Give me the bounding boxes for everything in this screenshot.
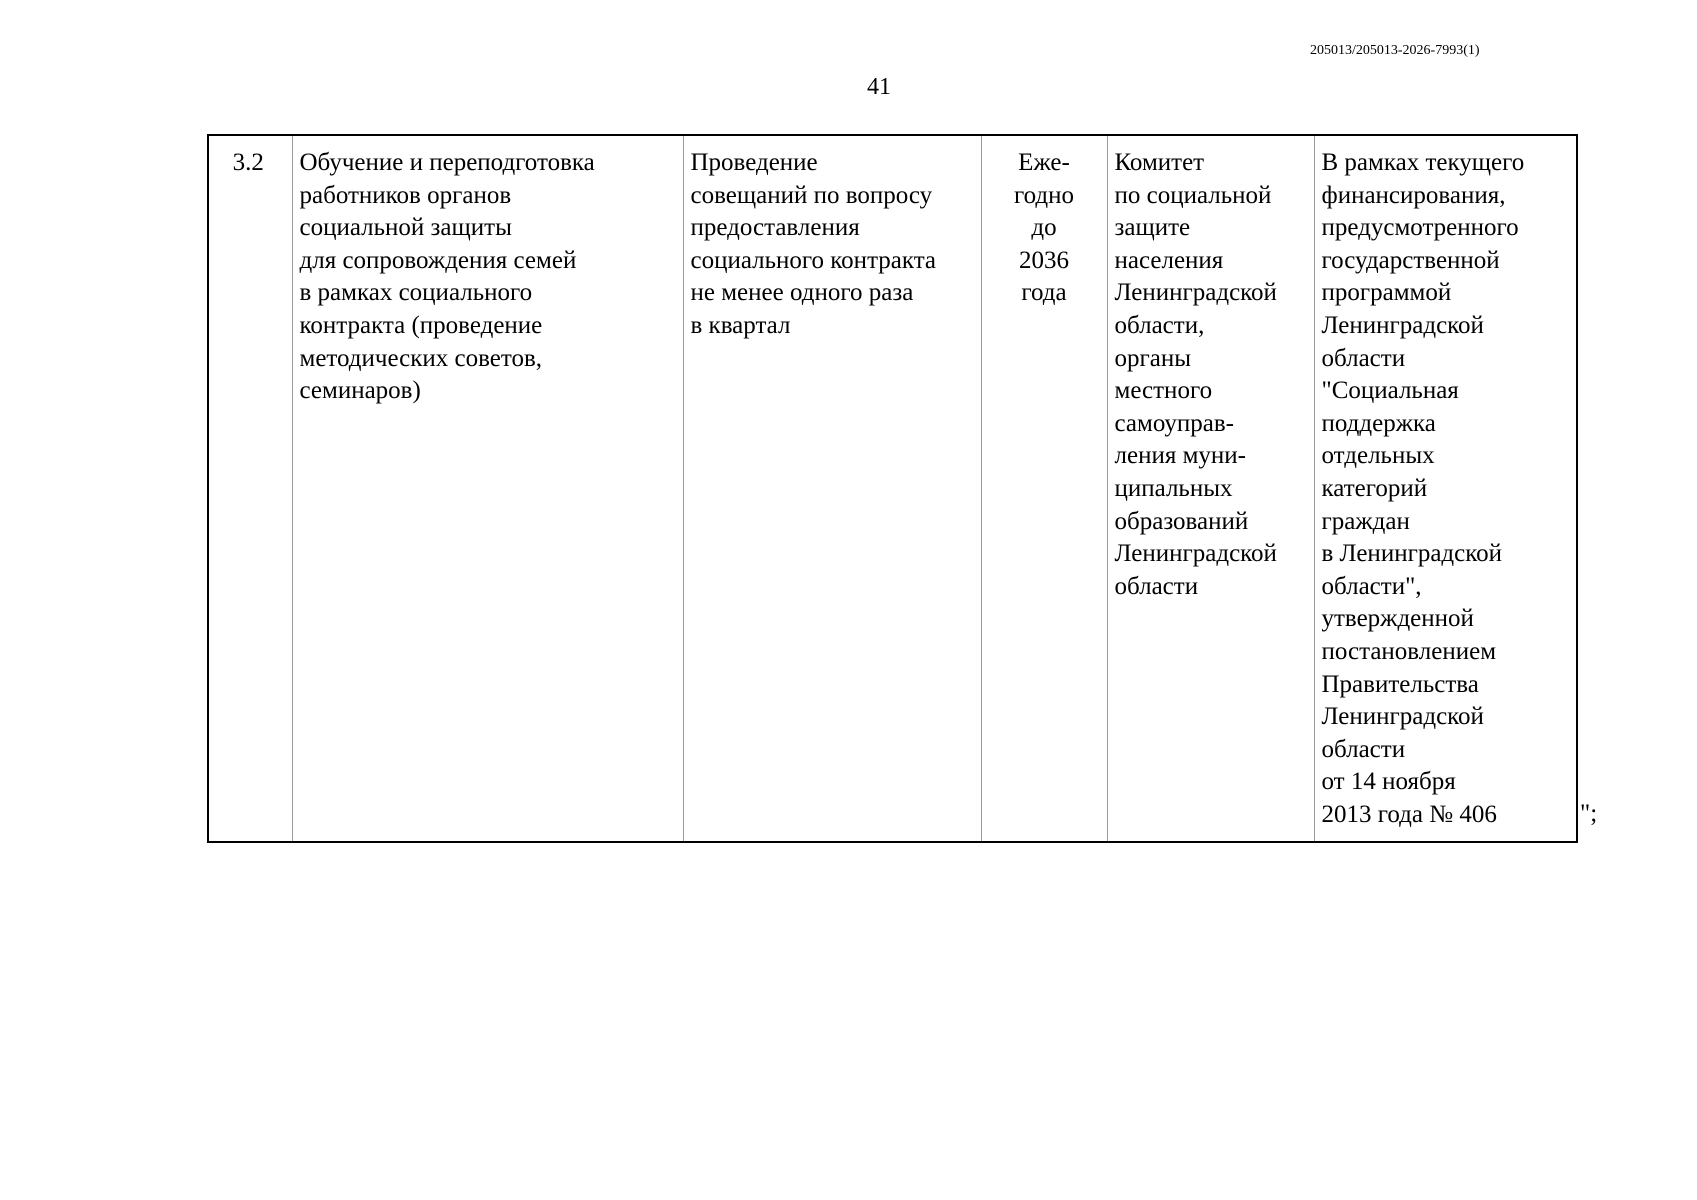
table-row — [208, 135, 1577, 842]
executors-cell: Комитет по социальной защите населения Ленинградской области, органы местного самоуправ- ления муни- ципальных образований Ленинградской области — [1107, 135, 1314, 842]
row-number-cell: 3.2 — [208, 135, 292, 842]
term-cell: Еже- годно до 2036 года — [981, 135, 1107, 842]
measure-cell: Обучение и переподготовка работников органов социальной защиты для сопровождения семей в рамках социального контракта (проведение методических советов, семинаров) — [292, 135, 683, 842]
page-number: 41 — [867, 74, 891, 100]
closing-quote-mark: "; — [1580, 800, 1598, 827]
result-cell: Проведение совещаний по вопросу предоставления социального контракта не менее одного раза в квартал — [683, 135, 981, 842]
document-id: 205013/205013-2026-7993(1) — [1310, 43, 1480, 58]
plan-table — [207, 134, 1578, 843]
financing-cell: В рамках текущего финансирования, предусмотренного государственной программой Ленинградской области "Социальная поддержка отдельных категорий граждан в Ленинградской области", утвержденной постановлением Правительства Ленинградской области от 14 ноября 2013 года № 406 — [1314, 135, 1577, 842]
